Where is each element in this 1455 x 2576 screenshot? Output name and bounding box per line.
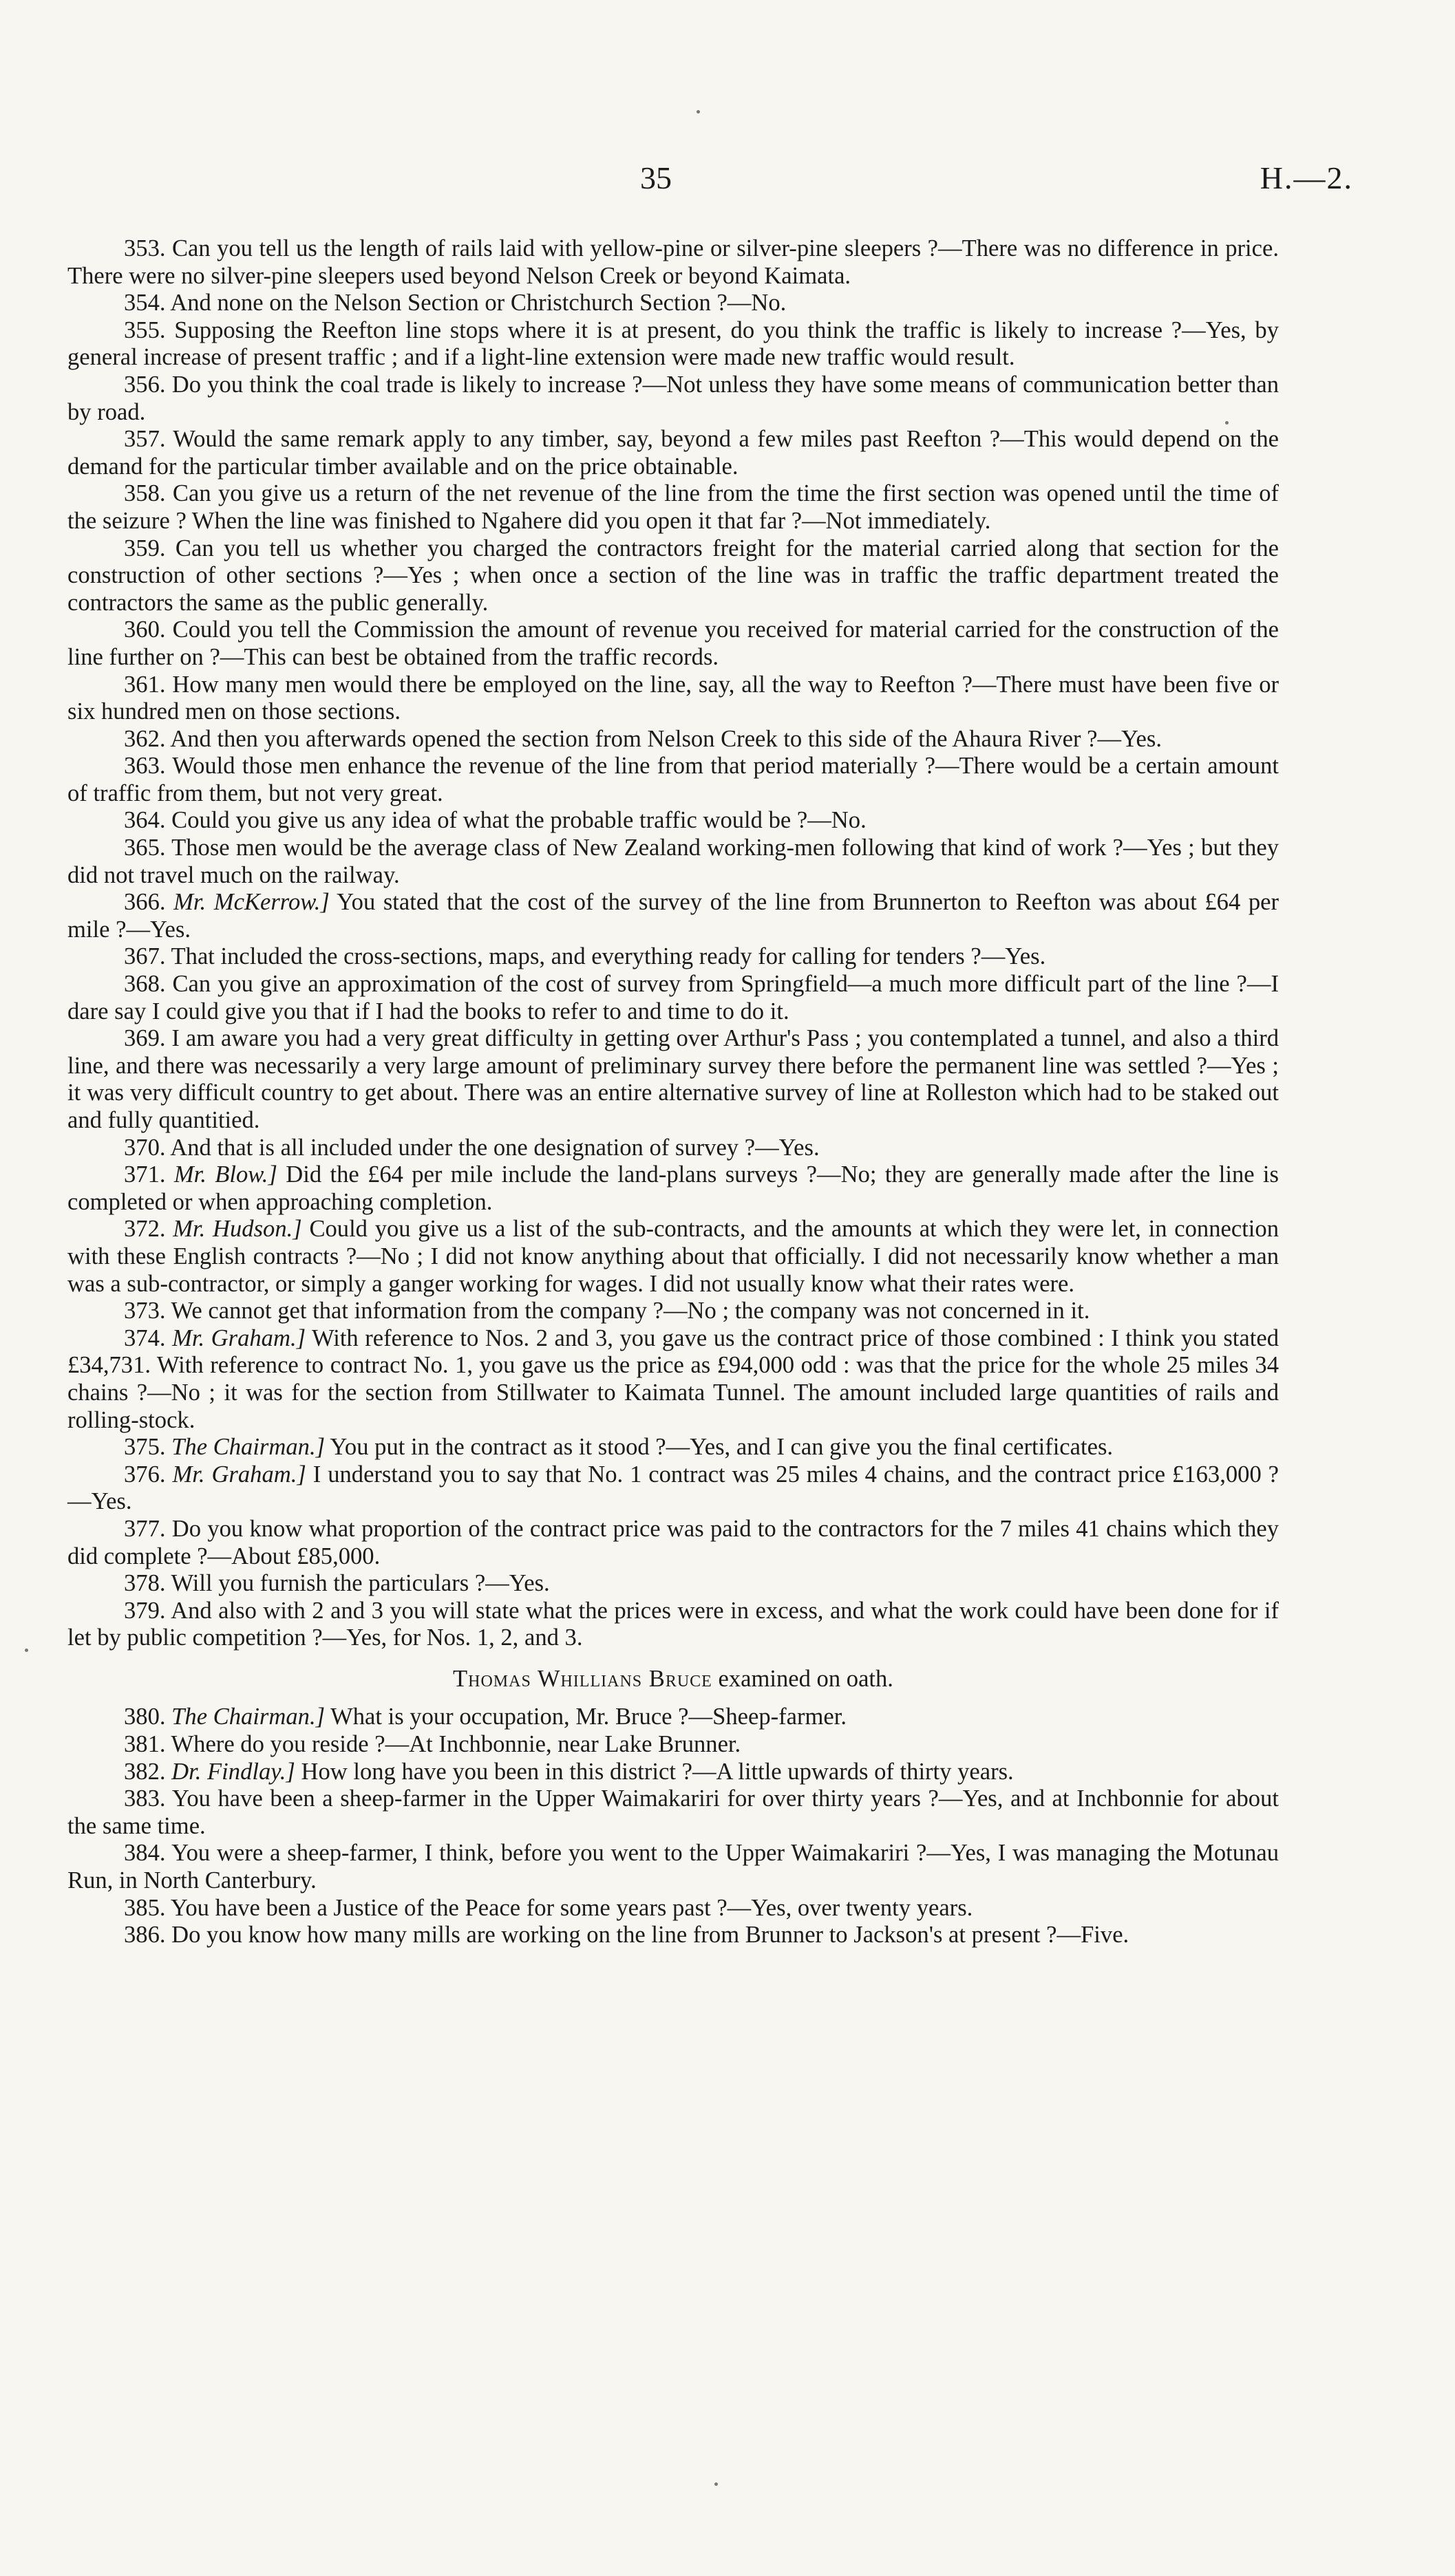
speaker-name: Mr. Graham.] [172, 1461, 306, 1488]
document-code: H.—2. [1260, 160, 1353, 195]
paragraph-text: 359. Can you tell us whether you charged the contractors freight for the material carried along that section for the construction of other sections ?—Yes ; when once a section of the line was in traffic the traffic department treated the contractors the same as the public generally. [67, 535, 1279, 616]
question-answer-paragraph [67, 835, 1279, 889]
speaker-name: The Chairman.] [171, 1704, 326, 1730]
question-answer-paragraph [67, 971, 1279, 1025]
paragraph-text: 360. Could you tell the Commission the amount of revenue you received for material carried for the construction of the line further on ?—This can best be obtained from the traffic records. [67, 616, 1279, 670]
paragraph-text: examined on oath. [718, 1665, 893, 1692]
question-answer-paragraph [67, 372, 1279, 426]
question-answer-paragraph [67, 1461, 1279, 1516]
question-answer-paragraph [67, 616, 1279, 671]
paragraph-text: 353. Can you tell us the length of rails laid with yellow-pine or silver-pine sleepers ?—There was no difference in price. There were no silver-pine sleepers used beyond Nelson Creek or beyond Kaimata. [67, 235, 1279, 289]
paragraph-text: 369. I am aware you had a very great difficulty in getting over Arthur's Pass ; you contemplated a tunnel, and also a third line, and there was necessarily a very large amount of preliminary survey there before the permanent line was settled ?—Yes ; it was very difficult country to get about. There was an entire alternative survey of line at Rolleston which had to be staked out and fully quantitied. [67, 1025, 1279, 1133]
paragraph-text: 382. [124, 1758, 166, 1785]
paragraph-text: Could you give us a list of the sub-contracts, and the amounts at which they were let, in connection with these English contracts ?—No ; I did not know anything about that officially. I did not necessarily know whether a man was a sub-contractor, or simply a ganger working for wages. I did not usually know what their rates were. [67, 1216, 1279, 1297]
question-answer-paragraph [67, 1161, 1279, 1216]
paragraph-text: 363. Would those men enhance the revenue of the line from that period materially ?—There would be a certain amount of traffic from them, but not very great. [67, 753, 1279, 806]
question-answer-paragraph [67, 1516, 1279, 1570]
scan-speck [714, 2482, 718, 2486]
speaker-name: Mr. Blow.] [173, 1161, 277, 1188]
paragraph-text: I understand you to say that No. 1 contract was 25 miles 4 chains, and the contract price £163,000 ?—Yes. [67, 1461, 1279, 1515]
paragraph-text: 373. We cannot get that information from the company ?—No ; the company was not concerned in it. [124, 1298, 1090, 1324]
paragraph-text: 377. Do you know what proportion of the contract price was paid to the contractors for the 7 miles 41 chains which they did complete ?—About £85,000. [67, 1515, 1279, 1569]
question-answer-paragraph [67, 1704, 1279, 1731]
question-answer-paragraph [67, 1598, 1279, 1652]
question-answer-paragraph [67, 1731, 1279, 1759]
question-answer-paragraph [67, 235, 1279, 290]
paragraph-text: 386. Do you know how many mills are working on the line from Brunner to Jackson's at present ?—Five. [124, 1922, 1129, 1949]
question-answer-paragraph [67, 1325, 1279, 1434]
question-answer-paragraph [67, 1922, 1279, 1949]
paragraph-text: 370. And that is all included under the one designation of survey ?—Yes. [124, 1134, 820, 1161]
paragraph-text: 381. Where do you reside ?—At Inchbonnie, near Lake Brunner. [124, 1731, 741, 1758]
question-answer-paragraph [67, 1840, 1279, 1894]
evidence-text [67, 235, 1279, 1949]
paragraph-text: 385. You have been a Justice of the Peace for some years past ?—Yes, over twenty years. [124, 1894, 973, 1921]
question-answer-paragraph [67, 1298, 1279, 1325]
paragraph-text: 366. [124, 889, 166, 916]
paragraph-text: 354. And none on the Nelson Section or Christchurch Section ?—No. [124, 290, 787, 316]
paragraph-text: 365. Those men would be the average class of New Zealand working-men following that kind of work ?—Yes ; but they did not travel much on the railway. [67, 835, 1279, 888]
paragraph-text: You put in the contract as it stood ?—Yes, and I can give you the final certificates. [330, 1434, 1114, 1461]
speaker-name: Dr. Findlay.] [171, 1758, 295, 1785]
question-answer-paragraph [67, 726, 1279, 753]
question-answer-paragraph [67, 1895, 1279, 1922]
paragraph-text: 384. You were a sheep-farmer, I think, before you went to the Upper Waimakariri ?—Yes, I was managing the Motunau Run, in North Canterbury. [67, 1840, 1279, 1894]
question-answer-paragraph [67, 1216, 1279, 1298]
paragraph-text: 367. That included the cross-sections, maps, and everything ready for calling for tenders ?—Yes. [124, 943, 1046, 970]
paragraph-text: 372. [124, 1216, 166, 1243]
question-answer-paragraph [67, 672, 1279, 726]
question-answer-paragraph [67, 943, 1279, 971]
question-answer-paragraph [67, 1135, 1279, 1162]
paragraph-text: 379. And also with 2 and 3 you will state what the prices were in excess, and what the work could have been done for if let by public competition ?—Yes, for Nos. 1, 2, and 3. [67, 1597, 1279, 1651]
question-answer-paragraph [67, 889, 1279, 943]
paragraph-text: 374. [124, 1324, 166, 1351]
scan-speck [697, 110, 700, 114]
question-answer-paragraph [67, 290, 1279, 317]
paragraph-text: 362. And then you afterwards opened the section from Nelson Creek to this side of the Ahaura River ?—Yes. [124, 725, 1162, 752]
witness-name: Thomas Whillians Bruce [453, 1665, 712, 1692]
speaker-name: Mr. Graham.] [172, 1324, 306, 1351]
paragraph-text: Did the £64 per mile include the land-plans surveys ?—No; they are generally made after the line is completed or when approaching completion. [67, 1161, 1279, 1215]
paragraph-text: 383. You have been a sheep-farmer in the Upper Waimakariri for over thirty years ?—Yes, and at Inchbonnie for about the same time. [67, 1785, 1279, 1839]
page-number: 35 [640, 160, 672, 195]
scan-speck [1225, 421, 1229, 425]
paragraph-text: 378. Will you furnish the particulars ?—Yes. [124, 1570, 550, 1597]
paragraph-text: 371. [124, 1161, 166, 1188]
paragraph-text: What is your occupation, Mr. Bruce ?—Sheep-farmer. [330, 1704, 847, 1730]
question-answer-paragraph [67, 1570, 1279, 1598]
question-answer-paragraph [67, 1025, 1279, 1134]
paragraph-text: With reference to Nos. 2 and 3, you gave us the contract price of those combined : I think you stated £34,731. With reference to contract No. 1, you gave us the price as £94,000 odd : was that the price for the whole 25 miles 34 chains ?—No ; it was for the section from Stillwater to Kaimata Tunnel. The amount included large quantities of rails and rolling-stock. [67, 1324, 1279, 1433]
paragraph-text: 364. Could you give us any idea of what the probable traffic would be ?—No. [124, 807, 867, 834]
page-header [0, 160, 1455, 201]
paragraph-text: 380. [124, 1704, 166, 1730]
question-answer-paragraph [67, 807, 1279, 835]
paragraph-text: 375. [124, 1434, 166, 1461]
question-answer-paragraph [67, 1785, 1279, 1840]
question-answer-paragraph [67, 1759, 1279, 1786]
paragraph-text: 376. [124, 1461, 166, 1488]
speaker-name: Mr. Hudson.] [173, 1216, 302, 1243]
paragraph-text: 355. Supposing the Reefton line stops where it is at present, do you think the traffic is likely to increase ?—Yes, by general increase of present traffic ; and if a light-line extension were made new traffic would result. [67, 316, 1279, 371]
speaker-name: Mr. McKerrow.] [173, 889, 330, 916]
question-answer-paragraph [67, 426, 1279, 480]
paragraph-text: 358. Can you give us a return of the net revenue of the line from the time the first section was opened until the time of the seizure ? When the line was finished to Ngahere did you open it that far ?—Not immediately. [67, 480, 1279, 534]
witness-heading [67, 1666, 1279, 1693]
paragraph-text: You stated that the cost of the survey of the line from Brunnerton to Reefton was about £64 per mile ?—Yes. [67, 889, 1279, 943]
question-answer-paragraph [67, 535, 1279, 617]
scan-speck [25, 1649, 28, 1652]
paragraph-text: 361. How many men would there be employed on the line, say, all the way to Reefton ?—There must have been five or six hundred men on those sections. [67, 671, 1279, 725]
paragraph-text: 368. Can you give an approximation of the cost of survey from Springfield—a much more difficult part of the line ?—I dare say I could give you that if I had the books to refer to and time to do it. [67, 971, 1279, 1024]
question-answer-paragraph [67, 317, 1279, 372]
paragraph-text: How long have you been in this district ?—A little upwards of thirty years. [301, 1758, 1014, 1785]
question-answer-paragraph [67, 753, 1279, 807]
paragraph-text: 357. Would the same remark apply to any timber, say, beyond a few miles past Reefton ?—This would depend on the demand for the particular timber available and on the price obtainable. [67, 426, 1279, 480]
speaker-name: The Chairman.] [171, 1434, 326, 1461]
question-answer-paragraph [67, 480, 1279, 535]
question-answer-paragraph [67, 1434, 1279, 1461]
paragraph-text: 356. Do you think the coal trade is likely to increase ?—Not unless they have some means of communication better than by road. [67, 371, 1279, 425]
